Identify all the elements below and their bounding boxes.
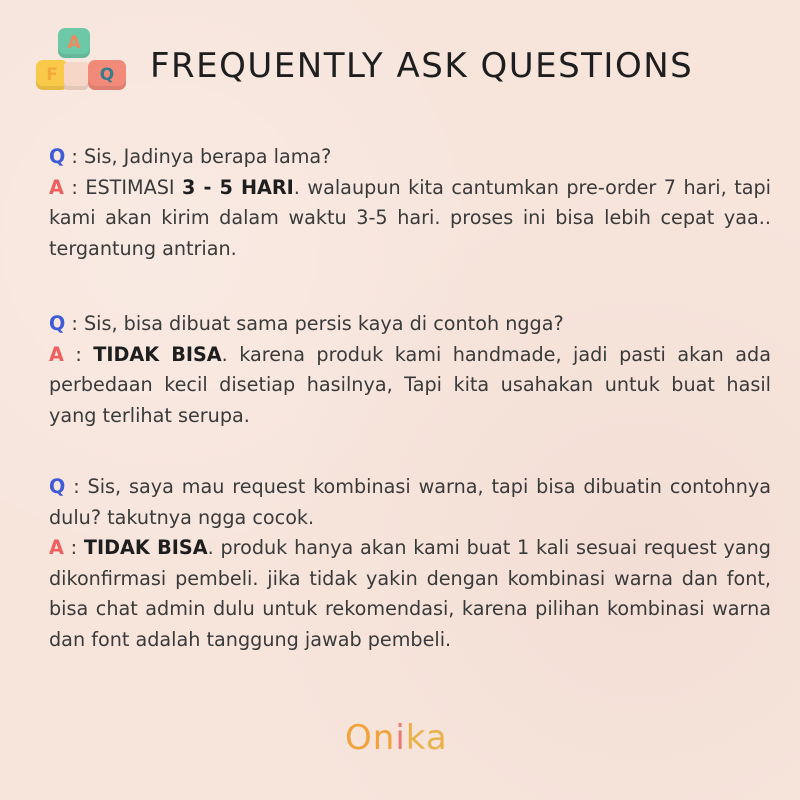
answer-prefix: : [63, 342, 94, 366]
faq-answer [49, 173, 771, 265]
answer-emphasis: TIDAK BISA [83, 536, 208, 559]
question-text: : Sis, bisa dibuat sama persis kaya di contoh ngga? [65, 312, 564, 335]
faq-answer [49, 533, 771, 655]
answer-text: . walaupun kita cantumkan pre-order 7 hari, tapi kami akan kirim dalam waktu 3-5 hari. proses ini bisa lebih cepat yaa.. tergantung antrian. [49, 175, 772, 260]
faq-item-1 [49, 142, 771, 264]
answer-emphasis: 3 - 5 HARI [182, 175, 294, 199]
block-a: A [58, 28, 90, 58]
faq-answer [49, 340, 771, 432]
q-label: Q [49, 312, 66, 335]
page-title: FREQUENTLY ASK QUESTIONS [150, 46, 694, 86]
block-spacer [64, 62, 88, 90]
block-f: F [36, 60, 68, 90]
afq-blocks-icon [36, 28, 126, 96]
faq-question [49, 472, 771, 533]
faq-item-2 [49, 309, 771, 431]
brand-logo [345, 718, 448, 758]
block-q: Q [88, 60, 126, 90]
brand-part-2: i [395, 718, 406, 758]
brand-part-1: On [345, 718, 396, 758]
answer-emphasis: TIDAK BISA [93, 342, 222, 366]
a-label: A [49, 536, 64, 559]
question-text: : Sis, saya mau request kombinasi warna, tapi bisa dibuatin contohnya dulu? takutnya ngga cocok. [49, 475, 771, 529]
faq-item-3 [49, 472, 771, 655]
q-label: Q [49, 475, 66, 498]
brand-part-3: ka [405, 718, 448, 758]
q-label: Q [49, 145, 66, 168]
faq-question [49, 309, 771, 340]
question-text: : Sis, Jadinya berapa lama? [65, 145, 332, 168]
answer-text: . karena produk kami handmade, jadi pasti akan ada perbedaan kecil disetiap hasilnya, Tapi kita usahakan untuk buat hasil yang terlihat serupa. [49, 342, 771, 427]
answer-text: . produk hanya akan kami buat 1 kali sesuai request yang dikonfirmasi pembeli. jika tidak yakin dengan kombinasi warna dan font, bisa chat admin dulu untuk rekomendasi, karena pilihan kombinasi warna dan font adalah tanggung jawab pembeli. [49, 536, 771, 651]
answer-prefix: : [63, 536, 84, 559]
a-label: A [49, 175, 64, 199]
answer-prefix: : ESTIMASI [63, 175, 183, 199]
faq-question [49, 142, 771, 173]
a-label: A [49, 342, 64, 366]
